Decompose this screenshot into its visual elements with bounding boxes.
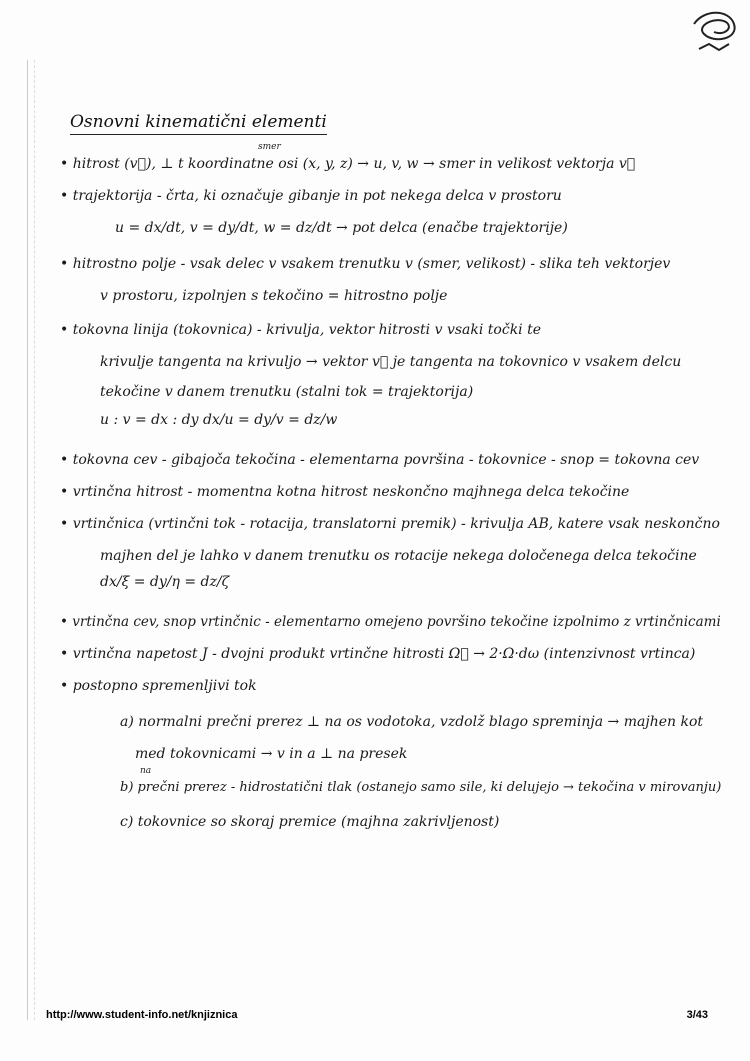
annotation-smer: smer [258, 142, 281, 152]
line-trajektorija-eq: u = dx/dt, v = dy/dt, w = dz/dt → pot delca (enačbe trajektorije) [115, 220, 568, 236]
page-footer [46, 1009, 708, 1025]
line-tokovna-eq: u : v = dx : dy dx/u = dy/v = dz/w [100, 412, 338, 428]
page-title: Osnovni kinematični elementi [70, 112, 327, 135]
line-vrtincnica-eq: dx/ξ = dy/η = dz/ζ [100, 574, 230, 590]
line-tokovna-linija: • tokovna linija (tokovnica) - krivulja, vektor hitrosti v vsaki točki te [60, 322, 542, 338]
line-postopno-tok: • postopno spremenljivi tok [60, 678, 257, 694]
line-item-b: b) prečni prerez - hidrostatični tlak (ostanejo samo sile, ki delujejo → tekočina v mirovanju) [120, 780, 722, 795]
line-tokovna-cev: • tokovna cev - gibajoča tekočina - elementarna površina - tokovnice - snop = tokovna cev [60, 452, 700, 468]
line-trajektorija: • trajektorija - črta, ki označuje gibanje in pot nekega delca v prostoru [60, 188, 562, 204]
line-vrtincna-hitrost: • vrtinčna hitrost - momentna kotna hitrost neskončno majhnega delca tekočine [60, 484, 630, 500]
line-item-a: a) normalni prečni prerez ⊥ na os vodotoka, vzdolž blago spreminja → majhen kot [120, 714, 704, 730]
line-hitrost: • hitrost (v⃗), ⊥ t koordinatne osi (x, y, z) → u, v, w → smer in velikost vektorja v⃗ [60, 156, 636, 172]
margin-line [27, 60, 28, 1020]
line-item-a-2: med tokovnicami → v in a ⊥ na presek [135, 746, 408, 762]
line-item-c: c) tokovnice so skoraj premice (majhna zakrivljenost) [120, 814, 500, 830]
line-tokovna-linija-3: tekočine v danem trenutku (stalni tok = trajektorija) [100, 384, 474, 400]
line-vrtincna-napetost: • vrtinčna napetost J - dvojni produkt vrtinčne hitrosti Ω⃗ → 2·Ω·dω (intenzivnost vrtinca) [60, 646, 696, 662]
line-hitrostno-polje-2: v prostoru, izpolnjen s tekočino = hitrostno polje [100, 288, 448, 304]
line-hitrostno-polje: • hitrostno polje - vsak delec v vsakem trenutku v (smer, velikost) - slika teh vektorjev [60, 256, 671, 272]
scribble-mark [684, 4, 744, 64]
page-number: 3/43 [686, 1009, 708, 1021]
line-vrtincna-cev: • vrtinčna cev, snop vrtinčnic - elementarno omejeno površino tekočine izpolnimo z vrtinčnicami [60, 614, 721, 630]
annotation-na: na [140, 766, 152, 776]
line-tokovna-linija-2: krivulje tangenta na krivuljo → vektor v⃗ je tangenta na tokovnico v vsakem delcu [100, 354, 682, 370]
margin-line-faint [34, 60, 35, 1020]
line-vrtincnica: • vrtinčnica (vrtinčni tok - rotacija, translatorni premik) - krivulja AB, katere vsak neskončno [60, 516, 720, 532]
footer-url[interactable]: http://www.student-info.net/knjiznica [46, 1009, 238, 1021]
line-vrtincnica-2: majhen del je lahko v danem trenutku os rotacije nekega določenega delca tekočine [100, 548, 697, 564]
